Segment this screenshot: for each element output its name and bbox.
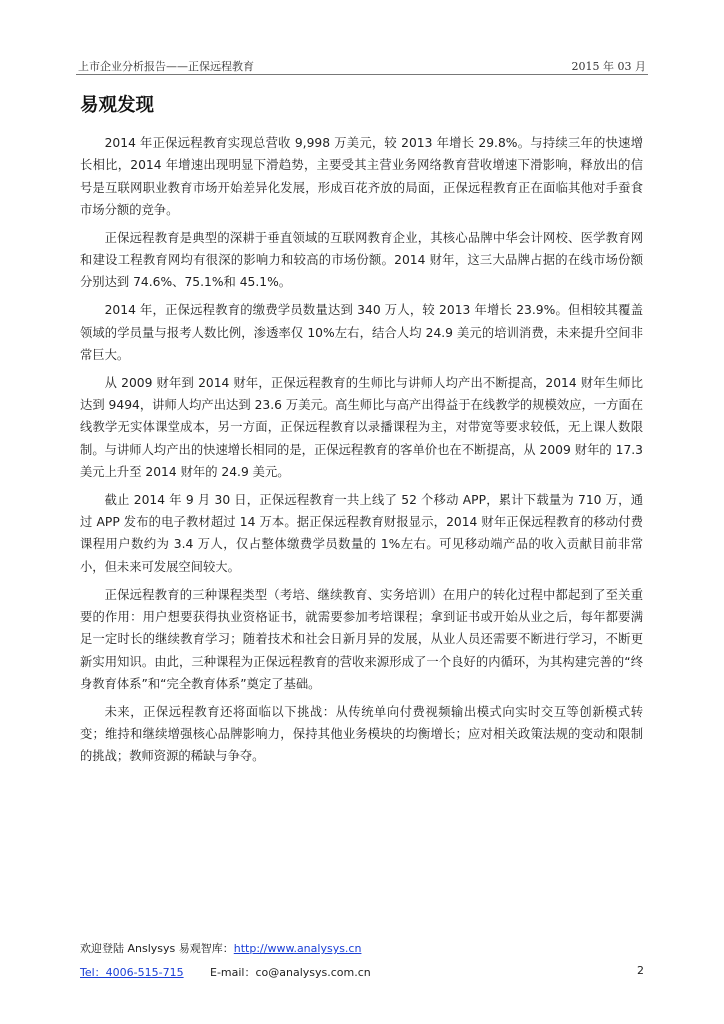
paragraph-brands: 正保远程教育是典型的深耕于垂直领域的互联网教育企业，其核心品牌中华会计网校、医学教育网和建设工程教育网均有很深的影响力和较高的市场份额。2014 财年，这三大品牌占据的在线市场份额分别达到 74.6%、75.1%和 45.1%。 [80, 230, 643, 290]
header-report-title: 上市企业分析报告——正保远程教育 [78, 60, 254, 73]
footer-website-link[interactable]: http://www.analysys.cn [233, 942, 362, 955]
footer-welcome-line [80, 940, 361, 956]
footer-contact-line [80, 964, 644, 980]
paragraph-students: 2014 年，正保远程教育的缴费学员数量达到 340 万人，较 2013 年增长 23.9%。但相较其覆盖领域的学员量与报考人数比例，渗透率仅 10%左右，结合人均 24.9 美元的培训消费，未来提升空间非常巨大。 [80, 303, 643, 362]
page-header [76, 52, 648, 75]
document-body [80, 132, 643, 773]
page-number: 2 [637, 964, 644, 977]
paragraph-challenges: 未来，正保远程教育还将面临以下挑战：从传统单向付费视频输出模式向实时交互等创新模式转变；维持和继续增强核心品牌影响力，保持其他业务模块的均衡增长；应对相关政策法规的变动和限制的挑战；教师资源的稀缺与争夺。 [80, 704, 643, 764]
paragraph-revenue: 2014 年正保远程教育实现总营收 9,998 万美元，较 2013 年增长 29.8%。与持续三年的快速增长相比，2014 年增速出现明显下滑趋势，主要受其主营业务网络教育营收增速下滑影响，释放出的信号是互联网职业教育市场开始差异化发展，形成百花齐放的局面，正保远程教育正在面临其他对手蚕食市场分额的竞争。 [80, 136, 643, 217]
section-title: 易观发现 [80, 95, 155, 116]
paragraph-mobile: 截止 2014 年 9 月 30 日，正保远程教育一共上线了 52 个移动 APP，累计下载量为 710 万，通过 APP 发布的电子教材超过 14 万本。据正保远程教育财报显示，2014 财年正保远程教育的移动付费课程用户数约为 3.4 万人，仅占整体缴费学员数量的 1%左右。可见移动端产品的收入贡献目前非常小，但未来可发展空间较大。 [80, 492, 643, 574]
footer-email: E-mail：co@analysys.com.cn [210, 966, 371, 979]
footer-tel-link[interactable]: Tel：4006-515-715 [80, 966, 184, 979]
header-date: 2015 年 03 月 [571, 60, 646, 73]
footer-welcome-text: 欢迎登陆 Anslysys 易观智库： [80, 942, 234, 955]
paragraph-teacher-ratio: 从 2009 财年到 2014 财年，正保远程教育的生师比与讲师人均产出不断提高，2014 财年生师比达到 9494，讲师人均产出达到 23.6 万美元。高生师比与高产出得益于在线教学的规模效应，一方面在线教学无实体课堂成本，另一方面，正保远程教育以录播课程为主，对带宽等要求较低，无上课人数限制。与讲师人均产出的快速增长相同的是，正保远程教育的客单价也在不断提高，从 2009 财年的 17.3 美元上升至 2014 财年的 24.9 美元。 [80, 375, 643, 479]
paragraph-course-types: 正保远程教育的三种课程类型（考培、继续教育、实务培训）在用户的转化过程中都起到了至关重要的作用：用户想要获得执业资格证书，就需要参加考培课程；拿到证书或开始从业之后，每年都要满足一定时长的继续教育学习；随着技术和社会日新月异的发展，从业人员还需要不断进行学习，不断更新实用知识。由此，三种课程为正保远程教育的营收来源形成了一个良好的内循环，为其构建完善的“终身教育体系”和“完全教育体系”奠定了基础。 [80, 587, 643, 691]
